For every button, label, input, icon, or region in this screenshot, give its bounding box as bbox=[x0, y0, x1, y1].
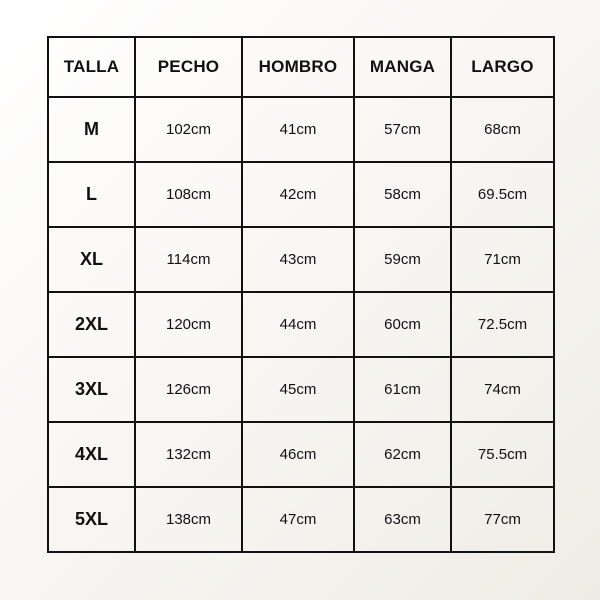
header-talla: TALLA bbox=[48, 37, 135, 97]
manga-cell: 57cm bbox=[354, 97, 451, 162]
pecho-cell: 138cm bbox=[135, 487, 242, 552]
table-row bbox=[48, 227, 554, 292]
header-pecho: PECHO bbox=[135, 37, 242, 97]
largo-cell: 75.5cm bbox=[451, 422, 554, 487]
largo-cell: 74cm bbox=[451, 357, 554, 422]
hombro-cell: 44cm bbox=[242, 292, 354, 357]
pecho-cell: 114cm bbox=[135, 227, 242, 292]
manga-cell: 63cm bbox=[354, 487, 451, 552]
header-row bbox=[48, 37, 554, 97]
table-row bbox=[48, 162, 554, 227]
largo-cell: 68cm bbox=[451, 97, 554, 162]
table-row bbox=[48, 422, 554, 487]
size-cell: 4XL bbox=[48, 422, 135, 487]
pecho-cell: 132cm bbox=[135, 422, 242, 487]
hombro-cell: 45cm bbox=[242, 357, 354, 422]
size-cell: L bbox=[48, 162, 135, 227]
size-chart bbox=[47, 36, 555, 553]
table-row bbox=[48, 97, 554, 162]
largo-cell: 69.5cm bbox=[451, 162, 554, 227]
pecho-cell: 120cm bbox=[135, 292, 242, 357]
pecho-cell: 102cm bbox=[135, 97, 242, 162]
header-hombro: HOMBRO bbox=[242, 37, 354, 97]
table-row bbox=[48, 357, 554, 422]
size-cell: 3XL bbox=[48, 357, 135, 422]
pecho-cell: 126cm bbox=[135, 357, 242, 422]
hombro-cell: 46cm bbox=[242, 422, 354, 487]
header-manga: MANGA bbox=[354, 37, 451, 97]
size-cell: 2XL bbox=[48, 292, 135, 357]
largo-cell: 71cm bbox=[451, 227, 554, 292]
largo-cell: 77cm bbox=[451, 487, 554, 552]
size-table bbox=[47, 36, 555, 553]
table-row bbox=[48, 292, 554, 357]
table-row bbox=[48, 487, 554, 552]
hombro-cell: 47cm bbox=[242, 487, 354, 552]
pecho-cell: 108cm bbox=[135, 162, 242, 227]
manga-cell: 62cm bbox=[354, 422, 451, 487]
largo-cell: 72.5cm bbox=[451, 292, 554, 357]
manga-cell: 59cm bbox=[354, 227, 451, 292]
header-largo: LARGO bbox=[451, 37, 554, 97]
size-cell: M bbox=[48, 97, 135, 162]
size-cell: 5XL bbox=[48, 487, 135, 552]
hombro-cell: 42cm bbox=[242, 162, 354, 227]
hombro-cell: 43cm bbox=[242, 227, 354, 292]
manga-cell: 58cm bbox=[354, 162, 451, 227]
hombro-cell: 41cm bbox=[242, 97, 354, 162]
manga-cell: 60cm bbox=[354, 292, 451, 357]
manga-cell: 61cm bbox=[354, 357, 451, 422]
size-cell: XL bbox=[48, 227, 135, 292]
